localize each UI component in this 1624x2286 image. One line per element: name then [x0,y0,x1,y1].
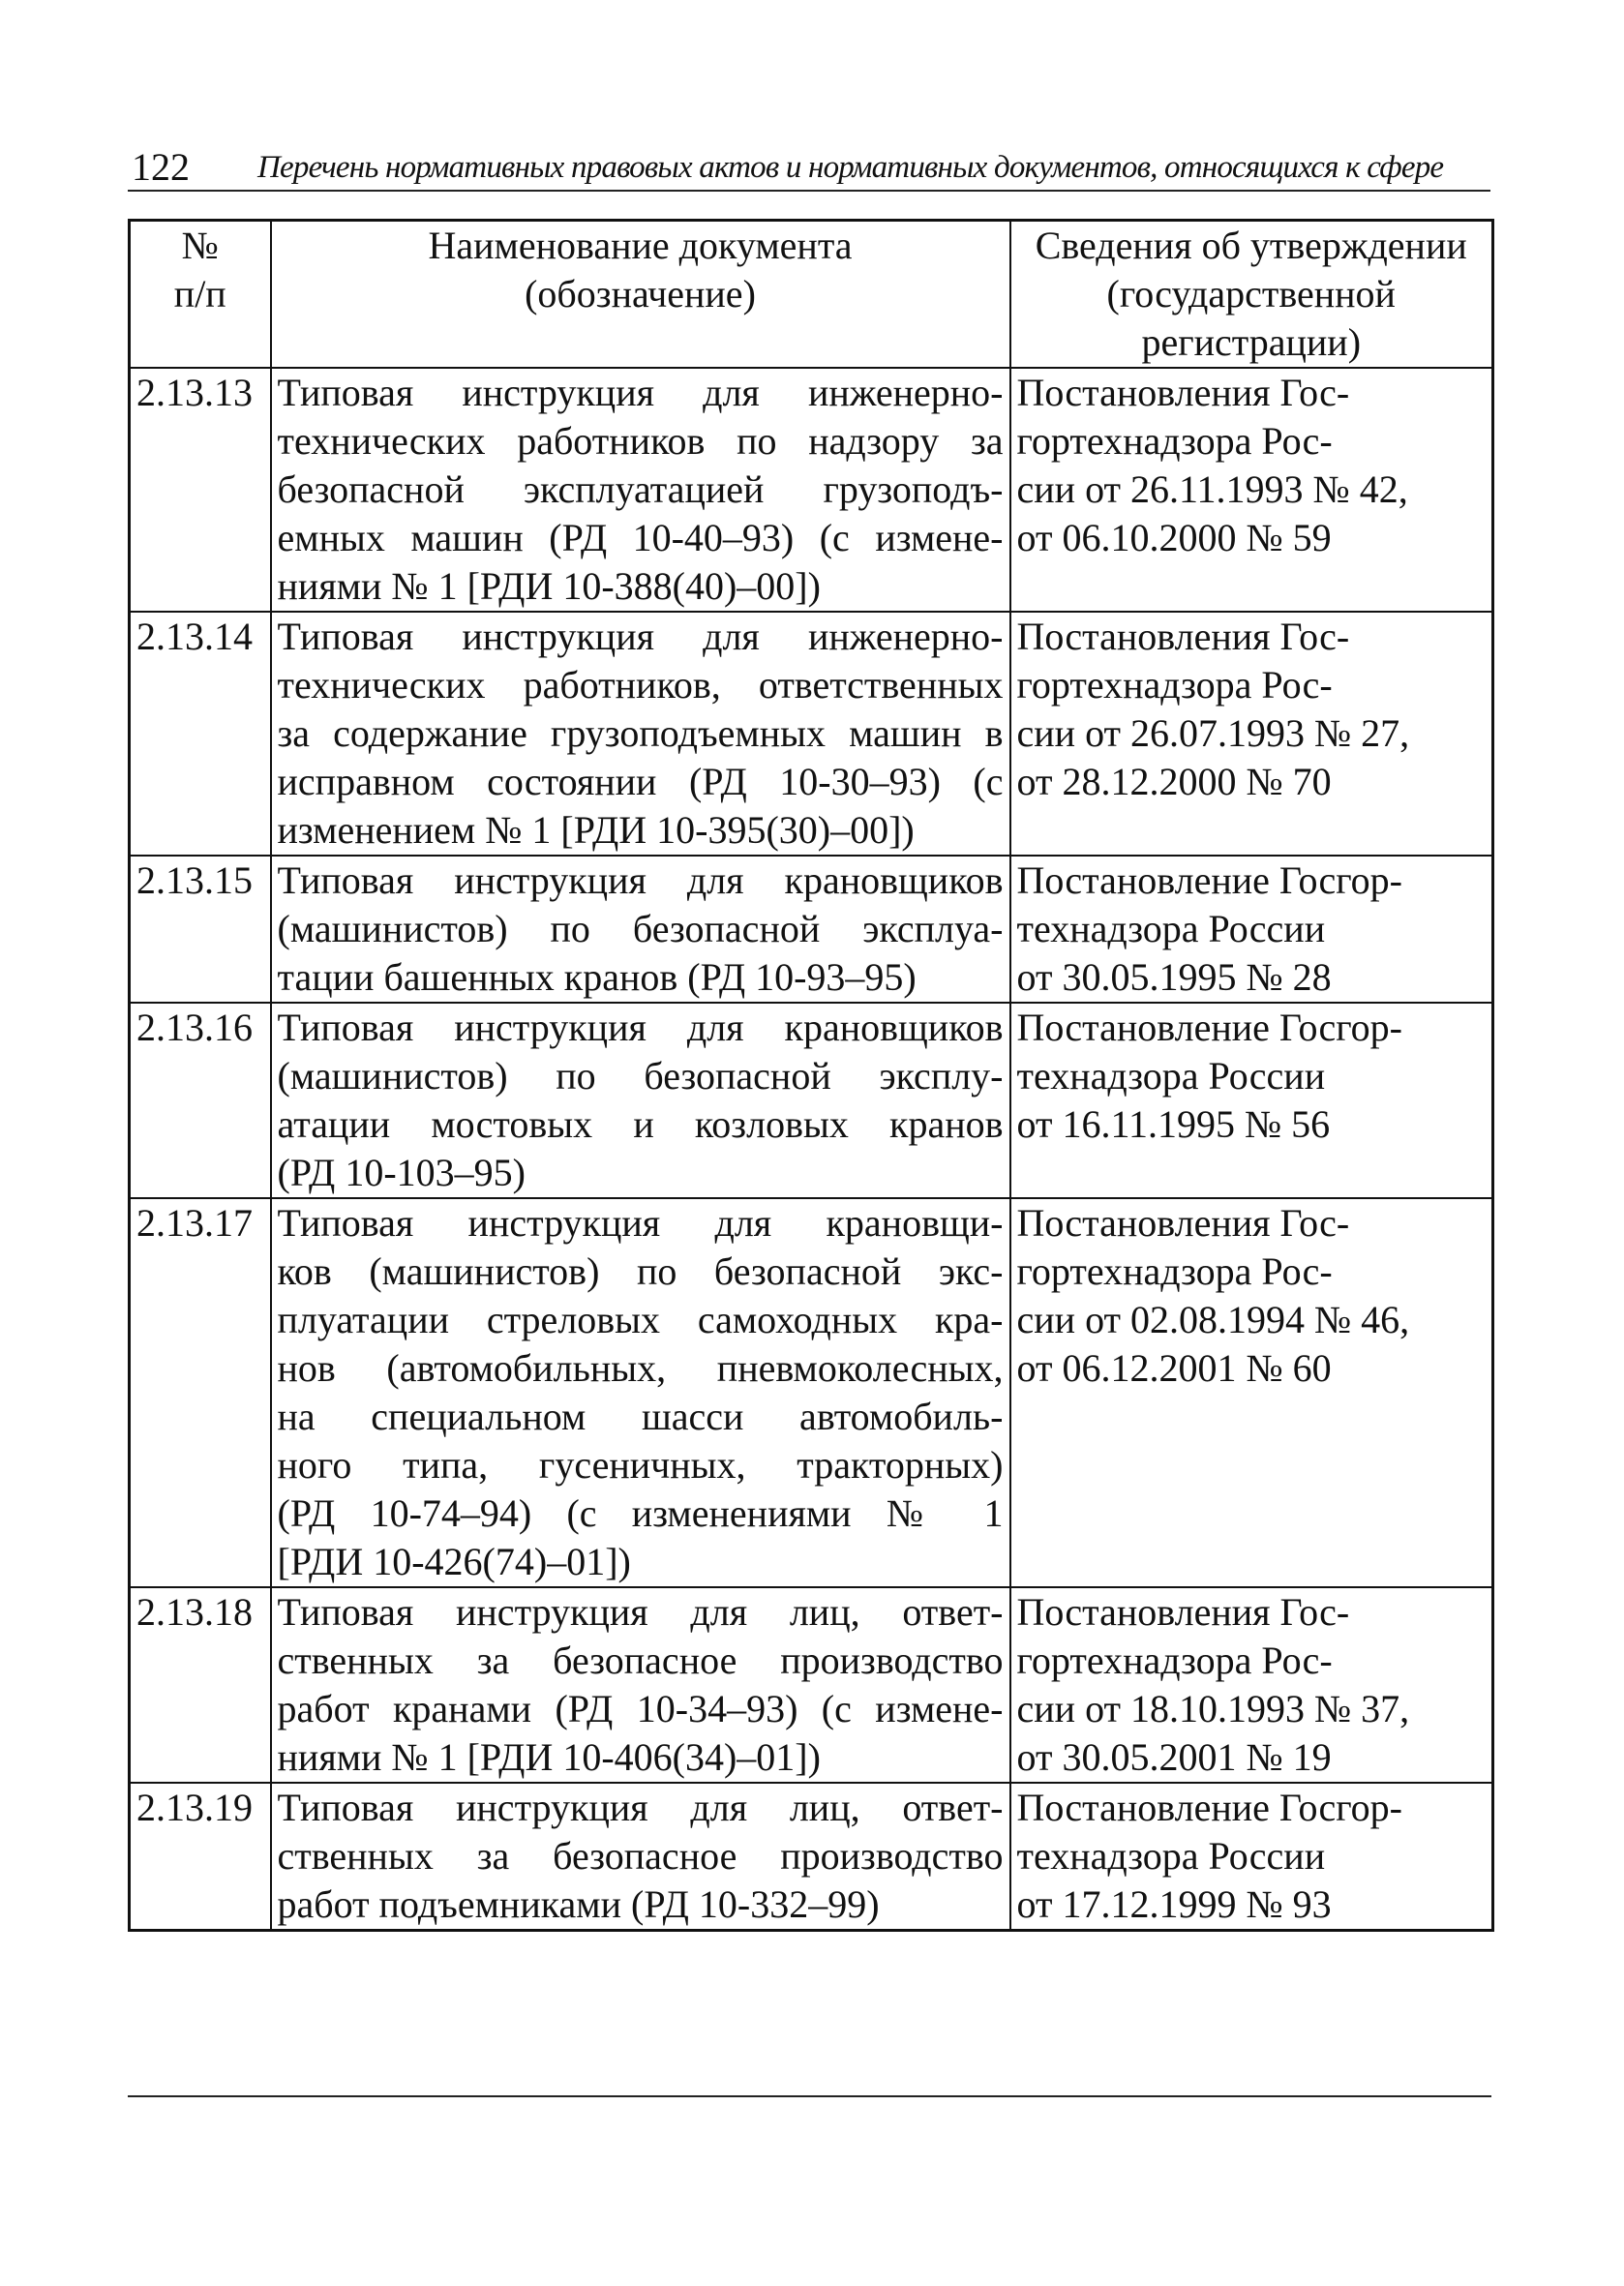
row-number: 2.13.14 [130,612,271,856]
running-header [128,145,1490,192]
text-line: (государственной [1106,272,1396,316]
text-line: Сведения об утверждении [1035,224,1467,267]
text-line: Типовая инструкция для лиц, ответ- [277,1786,1004,1829]
text-line: Постановления Гос- [1016,371,1350,414]
text-line: гортехнадзора Рос- [1016,419,1333,463]
text-line: безопасной эксплуатацией грузоподъ- [277,467,1004,511]
text-line: от 17.12.1999 № 93 [1016,1882,1332,1926]
table-row [130,612,1493,856]
text-line: технадзора России [1016,907,1326,950]
column-header-approval [1010,221,1493,369]
text-line: Постановление Госгор- [1016,1786,1402,1829]
text-line: ниями № 1 [РДИ 10-388(40)–00]) [277,564,821,608]
text-line: сии от 02.08.1994 № 46, [1016,1298,1410,1341]
document-name [271,612,1010,856]
text-line: на специальном шасси автомобиль- [277,1395,1004,1438]
text-line: Типовая инструкция для крановщи- [277,1201,1004,1245]
text-line: работ кранами (РД 10-34–93) (с измене- [277,1687,1004,1730]
text-line: Типовая инструкция для лиц, ответ- [277,1590,1004,1634]
text-line: Постановление Госгор- [1016,1006,1402,1049]
text-line: тации башенных кранов (РД 10-93–95) [277,955,917,999]
text-line: за содержание грузоподъемных машин в [277,711,1004,755]
text-line: (обозначение) [525,272,756,316]
approval-info [1010,1003,1493,1198]
text-line: от 28.12.2000 № 70 [1016,760,1332,803]
text-line: ственных за безопасное производство [277,1639,1004,1682]
document-name [271,1198,1010,1587]
approval-info [1010,368,1493,612]
column-header-document-name [271,221,1010,369]
text-line: изменением № 1 [РДИ 10-395(30)–00]) [277,808,915,852]
text-line: Наименование документа [428,224,853,267]
page-number: 122 [132,145,190,189]
text-line: исправном состоянии (РД 10-30–93) (с [277,760,1004,803]
text-line: (машинистов) по безопасной эксплуа- [277,907,1004,950]
row-number: 2.13.15 [130,856,271,1003]
text-line: гортехнадзора Рос- [1016,663,1333,707]
row-number: 2.13.19 [130,1783,271,1931]
text-line: регистрации) [1141,320,1362,364]
text-line: Постановление Госгор- [1016,858,1402,902]
row-number: 2.13.18 [130,1587,271,1783]
text-line: технических работников, ответственных [277,663,1004,707]
table-body [130,368,1493,1931]
text-line: емных машин (РД 10-40–93) (с измене- [277,516,1004,559]
text-line: от 06.12.2001 № 60 [1016,1346,1332,1390]
text-line: Типовая инструкция для инженерно- [277,615,1004,658]
document-name [271,1003,1010,1198]
table-row [130,1783,1493,1931]
table-row [130,1003,1493,1198]
text-line: (РД 10-74–94) (с изменениями № 1 [277,1491,1004,1535]
text-line: атации мостовых и козловых кранов [277,1102,1004,1146]
text-line: Постановления Гос- [1016,1590,1350,1634]
text-line: ниями № 1 [РДИ 10-406(34)–01]) [277,1735,821,1779]
text-line: от 30.05.1995 № 28 [1016,955,1332,999]
text-line: технадзора России [1016,1054,1326,1098]
table-row [130,1587,1493,1783]
table-row [130,856,1493,1003]
text-line: сии от 26.07.1993 № 27, [1016,711,1410,755]
text-line: ственных за безопасное производство [277,1834,1004,1878]
text-line: нов (автомобильных, пневмоколесных, [277,1346,1004,1390]
text-line: ного типа, гусеничных, тракторных) [277,1443,1004,1487]
text-line: п/п [173,272,226,316]
text-line: № [181,224,219,267]
text-line: [РДИ 10-426(74)–01]) [277,1540,631,1583]
row-number: 2.13.16 [130,1003,271,1198]
approval-info [1010,1783,1493,1931]
document-name [271,368,1010,612]
row-number: 2.13.17 [130,1198,271,1587]
text-line: Постановления Гос- [1016,1201,1350,1245]
document-name [271,856,1010,1003]
text-line: (машинистов) по безопасной эксплу- [277,1054,1004,1098]
text-line: Типовая инструкция для инженерно- [277,371,1004,414]
table-row [130,1198,1493,1587]
text-line: от 16.11.1995 № 56 [1016,1102,1331,1146]
text-line: технадзора России [1016,1834,1326,1878]
approval-info [1010,1198,1493,1587]
table-row [130,368,1493,612]
text-line: гортехнадзора Рос- [1016,1639,1333,1682]
text-line: от 30.05.2001 № 19 [1016,1735,1332,1779]
text-line: от 06.10.2000 № 59 [1016,516,1332,559]
approval-info [1010,856,1493,1003]
text-line: работ подъемниками (РД 10-332–99) [277,1882,880,1926]
document-name [271,1587,1010,1783]
approval-info [1010,612,1493,856]
text-line: сии от 26.11.1993 № 42, [1016,467,1408,511]
running-title: Перечень нормативных правовых актов и нормативных документов, относящихся к сфере [257,150,1444,185]
text-line: Типовая инструкция для крановщиков [277,1006,1004,1049]
document-name [271,1783,1010,1931]
text-line: Постановления Гос- [1016,615,1350,658]
text-line: гортехнадзора Рос- [1016,1249,1333,1293]
table-header [130,221,1493,369]
text-line: сии от 18.10.1993 № 37, [1016,1687,1410,1730]
text-line: технических работников по надзору за [277,419,1004,463]
text-line: ков (машинистов) по безопасной экс- [277,1249,1004,1293]
text-line: (РД 10-103–95) [277,1151,526,1194]
approval-info [1010,1587,1493,1783]
column-header-number [130,221,271,369]
row-number: 2.13.13 [130,368,271,612]
footer-rule [128,2095,1491,2097]
text-line: Типовая инструкция для крановщиков [277,858,1004,902]
text-line: плуатации стреловых самоходных кра- [277,1298,1004,1341]
documents-table [128,219,1494,1932]
